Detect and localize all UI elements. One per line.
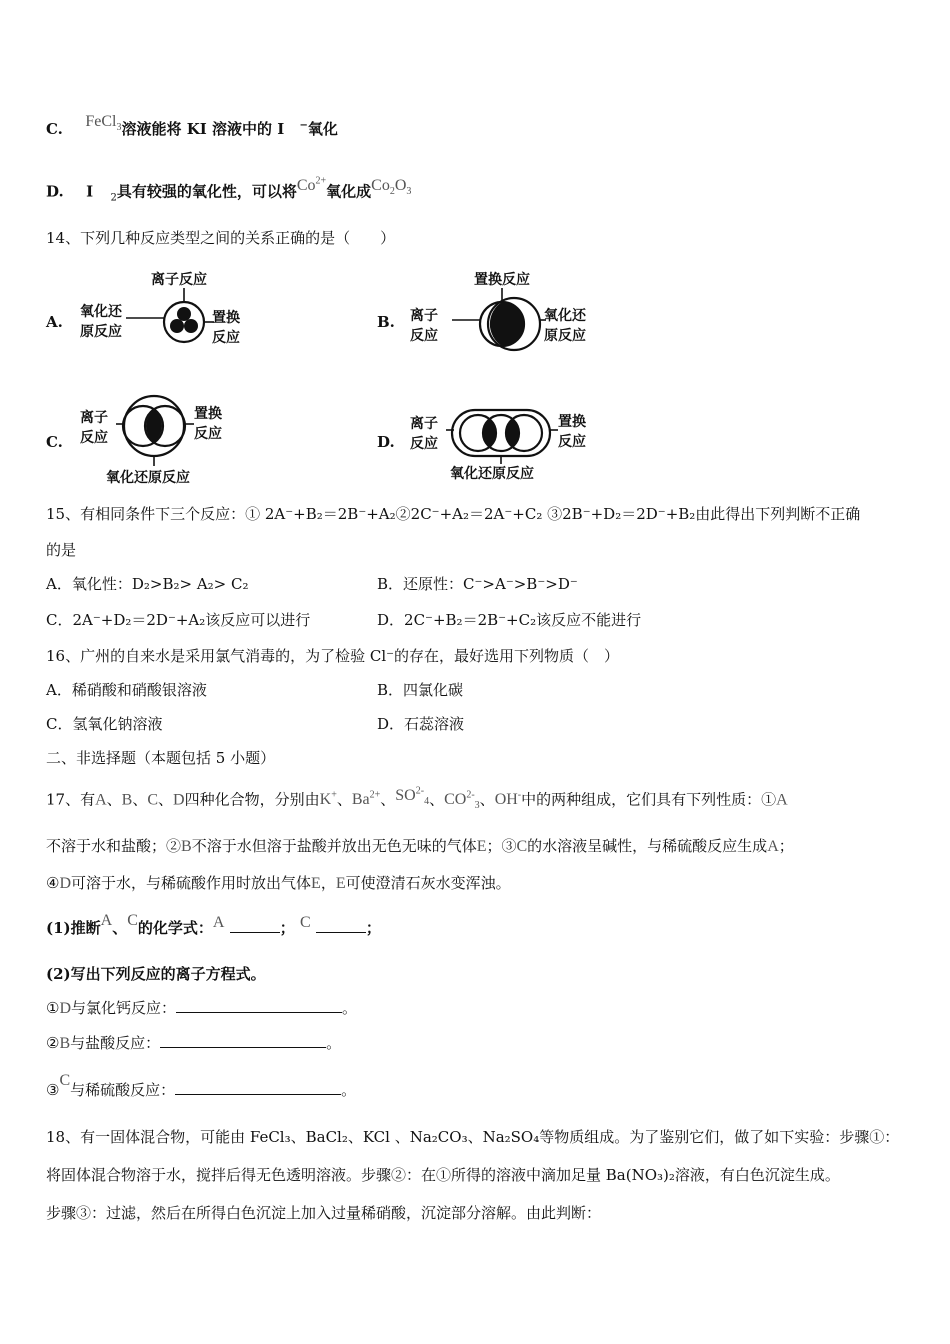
diag-c-sub1: 置换 (194, 406, 222, 422)
q14-a-label[interactable]: A. (46, 313, 63, 331)
q18-line3: 步骤③：过滤，然后在所得白色沉淀上加入过量稀硝酸，沉淀部分溶解。由此判断： (46, 1204, 602, 1222)
diag-d-ion1: 离子 (410, 416, 438, 432)
q18-line1: 18、有一固体混合物，可能由 FeCl₃、BaCl₂、KCl 、Na₂CO₃、Na₂SO₄等物质组成。为了鉴别它们，做了如下实验：步骤①： (46, 1128, 900, 1146)
q16-option-d[interactable]: D．石蕊溶液 (377, 715, 465, 733)
diag-b-redox1: 氧化还 (544, 308, 586, 324)
diag-a-sub2: 反应 (212, 330, 240, 346)
diag-c-ion1: 离子 (80, 410, 108, 426)
diag-c-ion2: 反应 (80, 430, 108, 446)
q13-c-formula: FeCl$_3$ (85, 113, 122, 134)
q14-c-label[interactable]: C. (46, 433, 63, 451)
q15-option-b[interactable]: B．还原性：C⁻>A⁻>B⁻>D⁻ (377, 575, 578, 593)
q16-stem: 16、广州的自来水是采用氯气消毒的，为了检验 Cl⁻的存在，最好选用下列物质（ ） (46, 647, 620, 665)
q13-c-sup: − (299, 120, 308, 131)
q17-part2: (2)写出下列反应的离子方程式。 (46, 965, 266, 983)
answer-blank-c[interactable] (316, 918, 366, 933)
q17-eq2: ②B与盐酸反应： 。 (46, 1034, 342, 1052)
ion-k: K+ (319, 790, 337, 809)
diag-a-redox1: 氧化还 (80, 304, 122, 320)
q13-d-ion: $Co^{2+}$ (296, 176, 327, 195)
diag-d-sub1: 置换 (558, 414, 586, 430)
diag-b-ion2: 反应 (410, 328, 438, 344)
section-heading: 二、非选择题（本题包括 5 小题） (46, 749, 276, 767)
answer-blank-a[interactable] (230, 918, 280, 933)
answer-blank-eq3[interactable] (175, 1080, 341, 1095)
diag-c-redox: 氧化还原反应 (106, 470, 190, 486)
q14-d-label[interactable]: D. (377, 433, 395, 451)
q15-stem-line1: 15、有相同条件下三个反应：① 2A⁻+B₂＝2B⁻+A₂②2C⁻+A₂＝2A⁻+C₂ ③2B⁻+D₂＝2D⁻+B₂由此得出下列判断不正确 (46, 505, 861, 523)
q17-line1: 17、有A、B、C、D四种化合物，分别由K+、$Ba^{2+}$、$SO^{2-}_4$、$CO^{2-}_3$、OH-中的两种组成，它们具有下列性质：①A (46, 786, 788, 812)
ion-oh: OH- (494, 790, 522, 809)
diag-a-ion: 离子反应 (151, 272, 207, 288)
q13-c-text2: 氧化 (307, 120, 338, 138)
diag-a-trefoil (170, 307, 198, 333)
q16-option-b[interactable]: B．四氯化碳 (377, 681, 464, 699)
diag-d-sub2: 反应 (558, 434, 586, 450)
diag-b-redox2: 原反应 (544, 328, 586, 344)
q17-line2: 不溶于水和盐酸；②B不溶于水但溶于盐酸并放出无色无味的气体E；③C的水溶液呈碱性，与稀硫酸反应生成A； (46, 837, 794, 855)
q13-option-d: D. I $_2$具有较强的氧化性，可以将$Co^{2+}$氧化成$Co_2O_3$ (46, 176, 412, 204)
q14-diagram-d (406, 398, 606, 490)
ion-co3: $CO^{2-}_3$ (444, 790, 480, 812)
answer-blank-eq2[interactable] (160, 1033, 326, 1048)
ion-ba: $Ba^{2+}$ (351, 790, 381, 809)
answer-blank-eq1[interactable] (176, 998, 342, 1013)
q18-line2: 将固体混合物溶于水，搅拌后得无色透明溶液。步骤②：在①所得的溶液中滴加足量 Ba(NO₃)₂溶液，有白色沉淀生成。 (46, 1166, 840, 1184)
q13-d-i2: I (86, 182, 94, 201)
q13-c-text: 溶液能将 KI 溶液中的 I (121, 120, 285, 138)
diag-a-redox2: 原反应 (80, 324, 122, 340)
q13-c-label: C. (46, 120, 63, 138)
q15-stem-line2: 的是 (46, 541, 77, 559)
q13-d-label: D. (46, 182, 64, 201)
q14-diagram-b (406, 268, 606, 358)
q16-option-a[interactable]: A．稀硝酸和硝酸银溶液 (46, 681, 207, 699)
ion-so4: $SO^{2-}_4$ (395, 786, 430, 808)
diag-d-ion2: 反应 (410, 436, 438, 452)
diag-c-sub2: 反应 (194, 426, 222, 442)
diag-d-redox: 氧化还原反应 (450, 466, 534, 482)
q17-eq3: ③C与稀硫酸反应： 。 (46, 1072, 357, 1099)
q17-eq1: ①D与氯化钙反应： 。 (46, 999, 358, 1017)
q13-d-product: $Co_2O_3$ (371, 177, 412, 198)
q13-d-text: 具有较强的氧化性，可以将 (116, 182, 297, 201)
diag-b-ion1: 离子 (410, 308, 438, 324)
q14-stem: 14、下列几种反应类型之间的关系正确的是（ ） (46, 229, 396, 247)
q14-b-label[interactable]: B. (377, 313, 395, 331)
diag-b-sub: 置换反应 (474, 272, 530, 288)
q14-diagram-a (76, 268, 256, 358)
q17-line3: ④D可溶于水，与稀硫酸作用时放出气体E，E可使澄清石灰水变浑浊。 (46, 874, 511, 892)
diag-a-sub1: 置换 (212, 310, 240, 326)
q15-option-d[interactable]: D．2C⁻+B₂＝2B⁻+C₂该反应不能进行 (377, 611, 642, 629)
q15-option-c[interactable]: C．2A⁻+D₂＝2D⁻+A₂该反应可以进行 (46, 611, 311, 629)
q13-option-c (46, 113, 338, 146)
q15-option-a[interactable]: A．氧化性：D₂>B₂> A₂> C₂ (46, 575, 249, 593)
q13-d-text2: 氧化成 (326, 182, 372, 201)
q17-part1: (1)推断A、C的化学式：A ； C ； (46, 912, 381, 937)
q16-option-c[interactable]: C．氢氧化钠溶液 (46, 715, 163, 733)
q14-diagram-c (76, 388, 256, 488)
